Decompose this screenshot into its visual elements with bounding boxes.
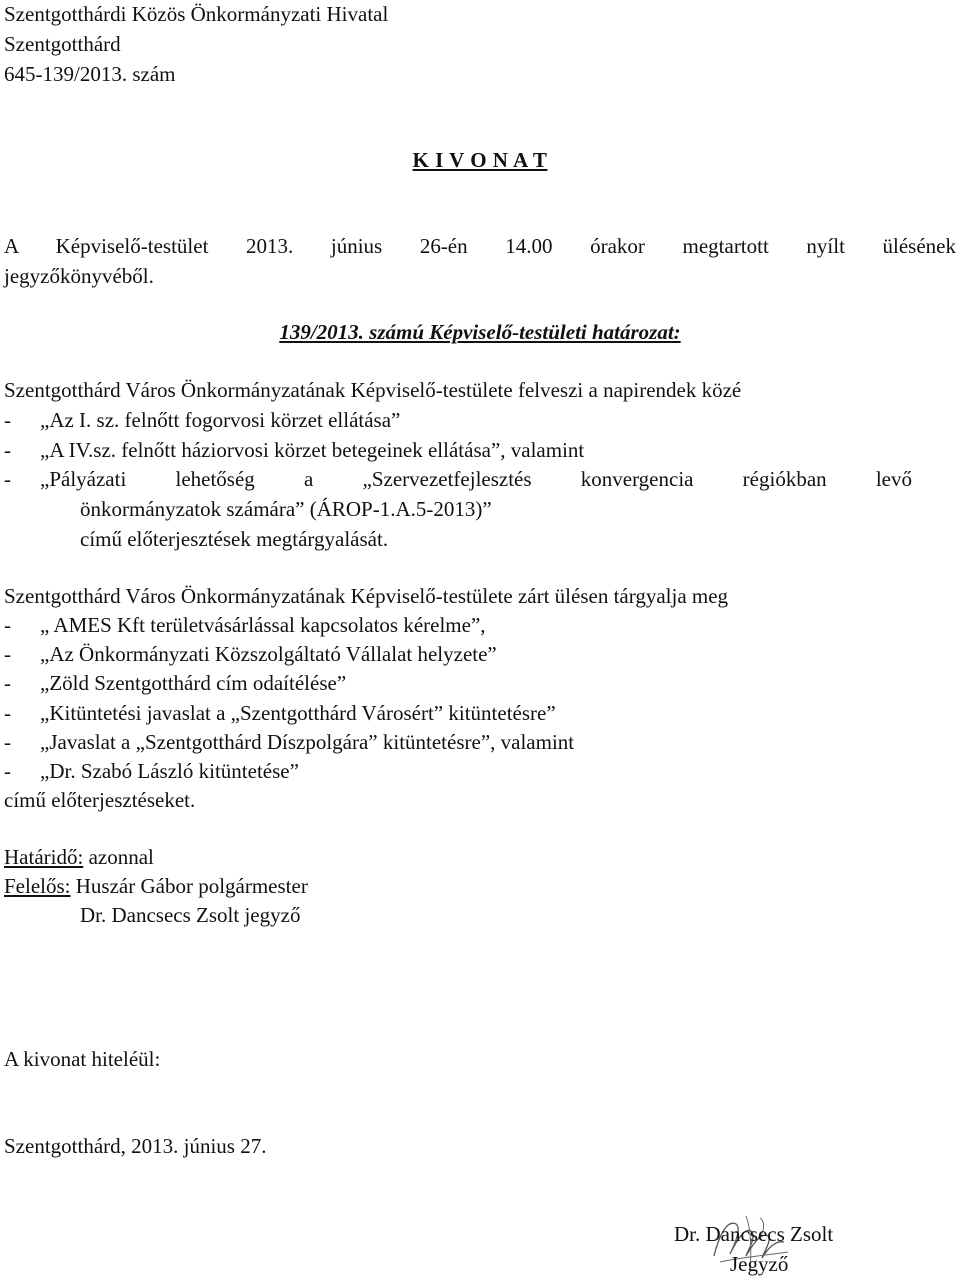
- office-name: Szentgotthárdi Közös Önkormányzati Hivatal: [4, 2, 389, 26]
- para2-item: - „Dr. Szabó László kitüntetése”: [4, 759, 299, 783]
- para1-item: - „A IV.sz. felnőtt háziorvosi körzet betegeinek ellátása”, valamint: [4, 438, 585, 462]
- responsible-label: Felelős:: [4, 874, 71, 898]
- signer-name: Dr. Dancsecs Zsolt: [674, 1222, 834, 1246]
- para2-item: - „ AMES Kft területvásárlással kapcsolatos kérelme”,: [4, 613, 486, 637]
- para1-lead: Szentgotthárd Város Önkormányzatának Képviselő-testülete felveszi a napirendek közé: [4, 378, 742, 402]
- para2-item: - „Az Önkormányzati Közszolgáltató Vállalat helyzete”: [4, 642, 497, 666]
- resolution-number: 139/2013.: [279, 320, 364, 344]
- resolution-heading: [0, 320, 960, 344]
- para1-item: - „Az I. sz. felnőtt fogorvosi körzet ellátása”: [4, 408, 401, 432]
- intro-line-1: A Képviselő-testület 2013. június 26-én 14.00 órakor megtartott nyílt ülésének: [4, 234, 956, 258]
- deadline-label: Határidő:: [4, 845, 84, 869]
- deadline-value: azonnal: [88, 845, 154, 869]
- para1-item3-continuation: önkormányzatok számára” (ÁROP-1.A.5-2013)”: [80, 497, 492, 521]
- responsible-value-2: Dr. Dancsecs Zsolt jegyző: [80, 903, 301, 927]
- para2-item: - „Zöld Szentgotthárd cím odaítélése”: [4, 671, 347, 695]
- para2-closing: című előterjesztéseket.: [4, 788, 196, 812]
- attestation: A kivonat hiteléül:: [4, 1047, 161, 1071]
- signer-title: Jegyző: [730, 1252, 789, 1276]
- office-city: Szentgotthárd: [4, 32, 121, 56]
- para2-item: - „Javaslat a „Szentgotthárd Díszpolgára” kitüntetésre”, valamint: [4, 730, 575, 754]
- responsible: [4, 874, 308, 898]
- deadline: [4, 845, 154, 869]
- file-number: 645-139/2013. szám: [4, 62, 176, 86]
- para2-lead: Szentgotthárd Város Önkormányzatának Képviselő-testülete zárt ülésen tárgyalja meg: [4, 584, 729, 608]
- para1-item: - „Pályázati lehetőség a „Szervezetfejlesztés konvergencia régiókban levő: [4, 467, 912, 491]
- document-title: K I V O N A T: [412, 148, 548, 172]
- intro-line-2: jegyzőkönyvéből.: [4, 264, 154, 288]
- place-date: Szentgotthárd, 2013. június 27.: [4, 1134, 267, 1158]
- responsible-value: Huszár Gábor polgármester: [75, 874, 308, 898]
- para1-closing: című előterjesztések megtárgyalását.: [80, 527, 389, 551]
- resolution-title: számú Képviselő-testületi határozat:: [369, 320, 681, 344]
- para2-item: - „Kitüntetési javaslat a „Szentgotthárd Városért” kitüntetésre”: [4, 701, 556, 725]
